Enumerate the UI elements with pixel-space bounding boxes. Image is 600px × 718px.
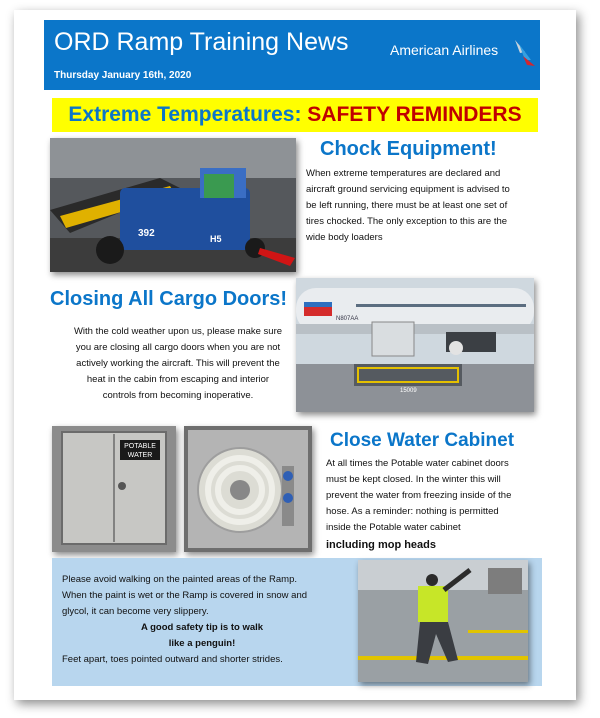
water-heading: Close Water Cabinet <box>330 430 515 451</box>
water-hose-reel-photo <box>184 426 312 552</box>
penguin-line: When the paint is wet or the Ramp is covered in snow and <box>62 590 308 601</box>
chock-line: tires chocked. The only exception to this are the <box>306 216 508 227</box>
penguin-line: Please avoid walking on the painted areas of the Ramp. <box>62 574 298 585</box>
penguin-tip-line: like a penguin! <box>168 638 236 649</box>
aa-flight-symbol-icon <box>511 38 537 68</box>
penguin-line: glycol, it can become very slippery. <box>62 606 209 617</box>
potable-sign-line1: POTABLE <box>124 443 156 450</box>
chock-line: be left running, there must be at least one set of <box>306 200 508 211</box>
penguin-walk-photo <box>358 560 528 682</box>
chock-line: aircraft ground servicing equipment is advised to <box>306 184 510 195</box>
water-line: At all times the Potable water cabinet doors <box>326 458 509 469</box>
penguin-paragraph <box>62 572 342 668</box>
cargo-line: you are closing all cargo doors when you are not <box>75 342 281 353</box>
water-line: hose. As a reminder: nothing is permitted <box>326 506 499 517</box>
chock-line: wide body loaders <box>306 232 383 243</box>
aircraft-registration-label: N807AA <box>336 316 359 322</box>
cargo-line: controls from becoming inoperative. <box>102 390 254 401</box>
newsletter-header <box>44 20 540 90</box>
chock-heading: Chock Equipment! <box>320 138 497 160</box>
water-emphasis: including mop heads <box>326 539 437 551</box>
banner-text-blue: Extreme Temperatures: <box>68 103 308 126</box>
banner-text-red: SAFETY REMINDERS <box>307 103 522 126</box>
penguin-line: Feet apart, toes pointed outward and shorter strides. <box>62 654 283 665</box>
vehicle-code-label: H5 <box>210 234 222 244</box>
cargo-line: With the cold weather upon us, please make sure <box>73 326 283 337</box>
water-paragraph <box>326 456 542 554</box>
water-line: prevent the water from freezing inside of the <box>326 490 512 501</box>
american-airlines-logo-text: American Airlines <box>390 42 499 58</box>
potable-sign-line2: WATER <box>127 452 153 459</box>
safety-banner <box>52 98 538 132</box>
penguin-walk-panel <box>52 558 542 686</box>
water-line: inside the Potable water cabinet <box>326 522 461 533</box>
cargo-line: heat in the cabin from escaping and interior <box>86 374 270 385</box>
dolly-number-label: 15009 <box>400 388 417 394</box>
newsletter-title: ORD Ramp Training News <box>54 28 349 56</box>
vehicle-number-label: 392 <box>138 228 155 239</box>
cargo-paragraph <box>52 324 304 404</box>
cargo-heading: Closing All Cargo Doors! <box>50 288 288 310</box>
chock-line: When extreme temperatures are declared and <box>306 168 501 179</box>
penguin-tip-line: A good safety tip is to walk <box>140 622 264 633</box>
water-line: must be kept closed. In the winter this will <box>326 474 501 485</box>
newsletter-page <box>14 10 576 700</box>
aircraft-cargo-photo <box>296 278 534 412</box>
issue-date: Thursday January 16th, 2020 <box>54 70 192 81</box>
water-cabinet-closed-photo <box>52 426 176 552</box>
cargo-line: actively working the aircraft. This will prevent the <box>76 358 280 369</box>
chock-paragraph <box>306 166 546 246</box>
chock-equipment-photo <box>50 138 296 272</box>
